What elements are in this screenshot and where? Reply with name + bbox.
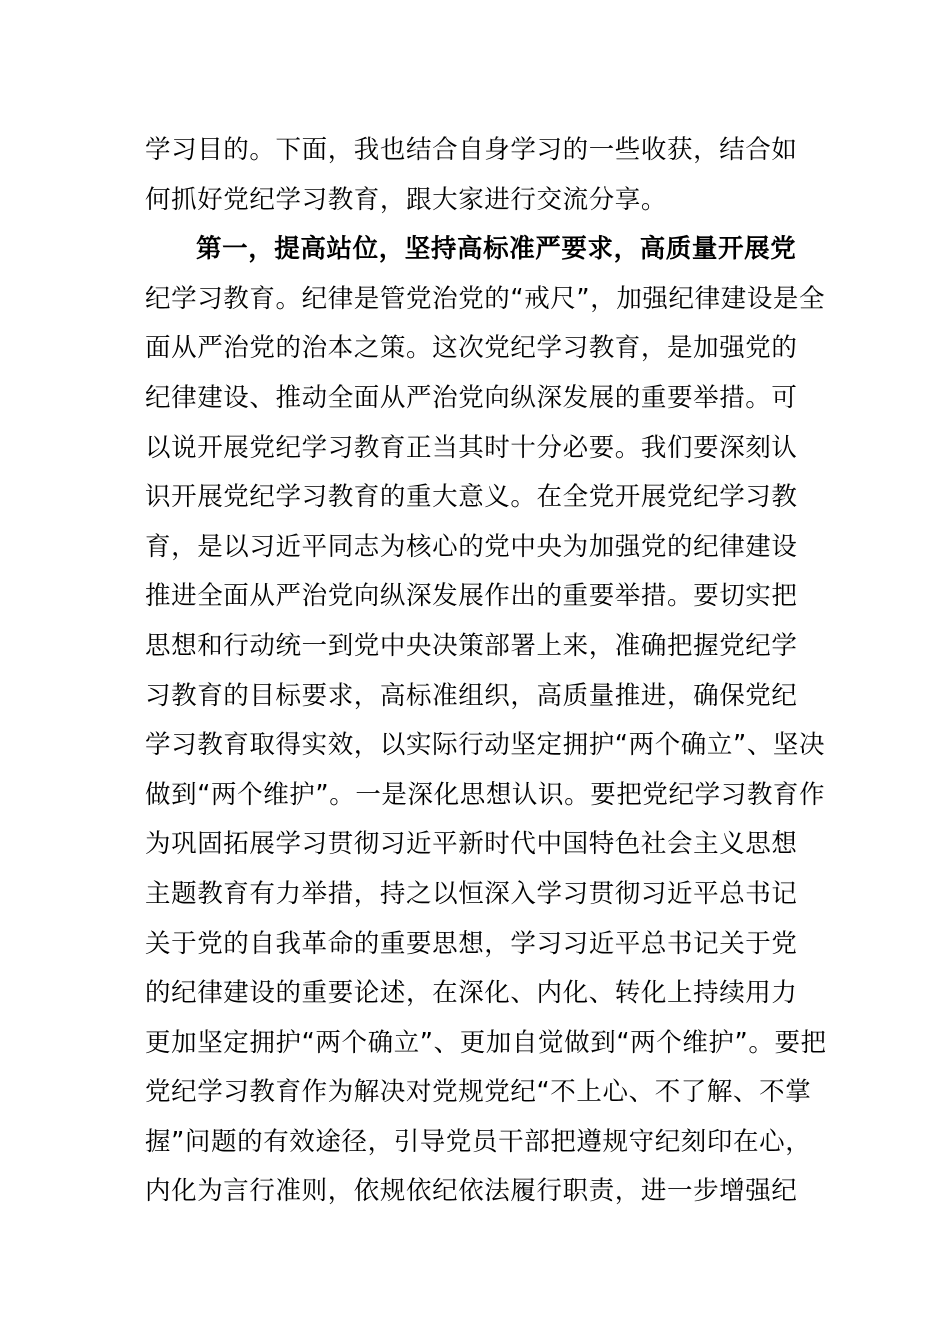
text-line: 握”问题的有效途径，引导党员干部把遵规守纪刻印在心， (145, 1126, 812, 1157)
text-line: 做到“两个维护”。一是深化思想认识。要把党纪学习教育作 (145, 779, 826, 810)
text-line: 何抓好党纪学习教育，跟大家进行交流分享。 (145, 184, 668, 215)
body-text (145, 126, 827, 1217)
text-line: 思想和行动统一到党中央决策部署上来，准确把握党纪学 (145, 630, 798, 661)
text-line: 的纪律建设的重要论述，在深化、内化、转化上持续用力 (145, 978, 798, 1009)
text-line: 内化为言行准则，依规依纪依法履行职责，进一步增强纪 (145, 1176, 798, 1207)
text-line: 为巩固拓展学习贯彻习近平新时代中国特色社会主义思想 (145, 829, 798, 860)
text-line: 以说开展党纪学习教育正当其时十分必要。我们要深刻认 (145, 432, 798, 463)
text-line: 学习教育取得实效，以实际行动坚定拥护“两个确立”、坚决 (145, 730, 826, 761)
text-line: 识开展党纪学习教育的重大意义。在全党开展党纪学习教 (145, 482, 798, 513)
text-line: 纪律建设、推动全面从严治党向纵深发展的重要举措。可 (145, 382, 798, 413)
text-line: 育，是以习近平同志为核心的党中央为加强党的纪律建设 (145, 531, 798, 562)
text-line: 更加坚定拥护“两个确立”、更加自觉做到“两个维护”。要把 (145, 1027, 827, 1058)
text-line: 主题教育有力举措，持之以恒深入学习贯彻习近平总书记 (145, 878, 798, 909)
text-line: 纪学习教育。纪律是管党治党的“戒尺”，加强纪律建设是全 (145, 283, 826, 314)
text-line: 面从严治党的治本之策。这次党纪学习教育，是加强党的 (145, 333, 798, 364)
text-line: 党纪学习教育作为解决对党规党纪“不上心、不了解、不掌 (145, 1077, 812, 1108)
text-line: 关于党的自我革命的重要思想，学习习近平总书记关于党 (145, 928, 798, 959)
section-heading: 第一，提高站位，坚持高标准严要求，高质量开展党 (196, 234, 797, 265)
text-line: 推进全面从严治党向纵深发展作出的重要举措。要切实把 (145, 581, 798, 612)
text-line: 习教育的目标要求，高标准组织，高质量推进，确保党纪 (145, 680, 798, 711)
text-line: 学习目的。下面，我也结合自身学习的一些收获，结合如 (145, 135, 798, 165)
